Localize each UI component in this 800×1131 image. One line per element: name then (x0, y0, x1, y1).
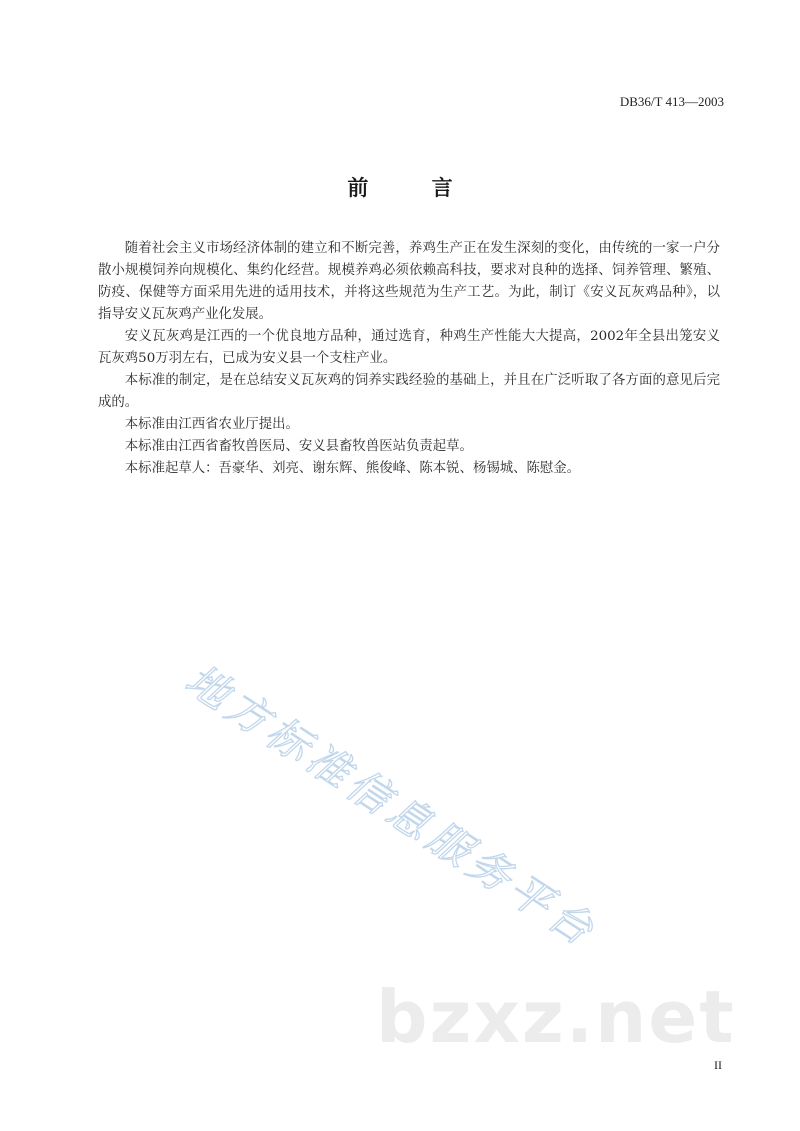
paragraph: 随着社会主义市场经济体制的建立和不断完善，养鸡生产正在发生深刻的变化，由传统的一家一户分散小规模饲养向规模化、集约化经营。规模养鸡必须依赖高科技，要求对良种的选择、饲养管理、繁殖、防疫、保健等方面采用先进的适用技术，并将这些规范为生产工艺。为此，制订《安义瓦灰鸡品种》，以指导安义瓦灰鸡产业化发展。 (98, 241, 720, 322)
page-number: II (714, 1058, 722, 1072)
paragraph: 本标准由江西省畜牧兽医局、安义县畜牧兽医站负责起草。 (124, 439, 473, 454)
paragraph: 本标准的制定，是在总结安义瓦灰鸡的饲养实践经验的基础上，并且在广泛听取了各方面的意见后完成的。 (98, 373, 720, 410)
foreword-body (98, 238, 720, 480)
page-title: 前 言 (347, 176, 481, 200)
watermark-text: 地方标准信息服务平台 (176, 654, 607, 958)
document-code: DB36/T 413—2003 (619, 94, 724, 109)
paragraph: 安义瓦灰鸡是江西的一个优良地方品种，通过选育，种鸡生产性能大大提高，2002年全县出笼安义瓦灰鸡50万羽左右，已成为安义县一个支柱产业。 (98, 329, 720, 366)
paragraph: 本标准起草人：吾豪华、刘亮、谢东辉、熊俊峰、陈本锐、杨锡城、陈慰金。 (124, 461, 581, 476)
site-watermark: bzxz.net (376, 975, 736, 1059)
paragraph: 本标准由江西省农业厅提出。 (124, 417, 299, 432)
